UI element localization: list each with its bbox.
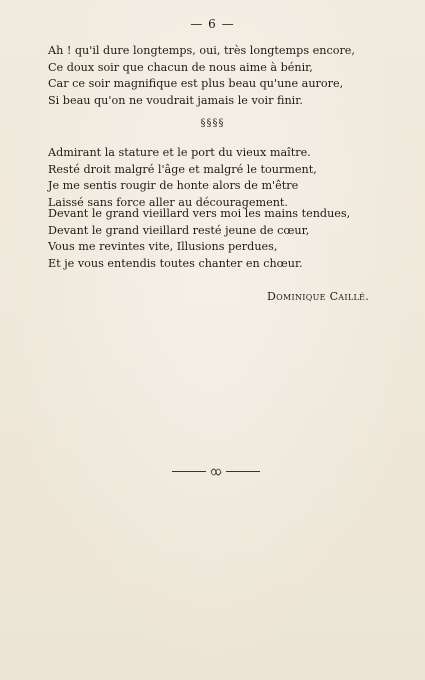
rule-line-right xyxy=(226,471,260,472)
verse-line: Car ce soir magnifique est plus beau qu'une aurore, xyxy=(48,77,344,91)
verse-line: Admirant la stature et le port du vieux maître. xyxy=(48,146,311,159)
stanza-1 xyxy=(48,43,388,109)
verse-line: Resté droit malgré l'âge et malgré le tourment, xyxy=(48,162,317,176)
section-ornament: §§§§ xyxy=(200,118,225,129)
verse-line: Ah ! qu'il dure longtemps, oui, très longtemps encore, xyxy=(48,44,355,57)
verse-line: Si beau qu'on ne voudrait jamais le voir finir. xyxy=(48,93,303,107)
verse-line: Et je vous entendis toutes chanter en chœur. xyxy=(48,256,303,270)
verse-line: Laissé sans force aller au découragement. xyxy=(48,195,288,209)
verse-line: Ce doux soir que chacun de nous aime à bénir, xyxy=(48,60,313,74)
stanza-2 xyxy=(48,145,388,211)
end-ornament-rule xyxy=(172,467,260,477)
page-number: — 6 — xyxy=(190,17,235,31)
stanza-3 xyxy=(48,206,388,272)
verse-line: Je me sentis rougir de honte alors de m'être xyxy=(48,179,299,193)
verse-line: Vous me revintes vite, Illusions perdues, xyxy=(48,240,278,254)
flourish-icon xyxy=(210,467,222,477)
rule-line-left xyxy=(172,471,206,472)
verse-line: Devant le grand vieillard resté jeune de cœur, xyxy=(48,223,310,237)
verse-line: Devant le grand vieillard vers moi les mains tendues, xyxy=(48,207,351,220)
author-signature: Dominique Caillé. xyxy=(267,290,369,303)
